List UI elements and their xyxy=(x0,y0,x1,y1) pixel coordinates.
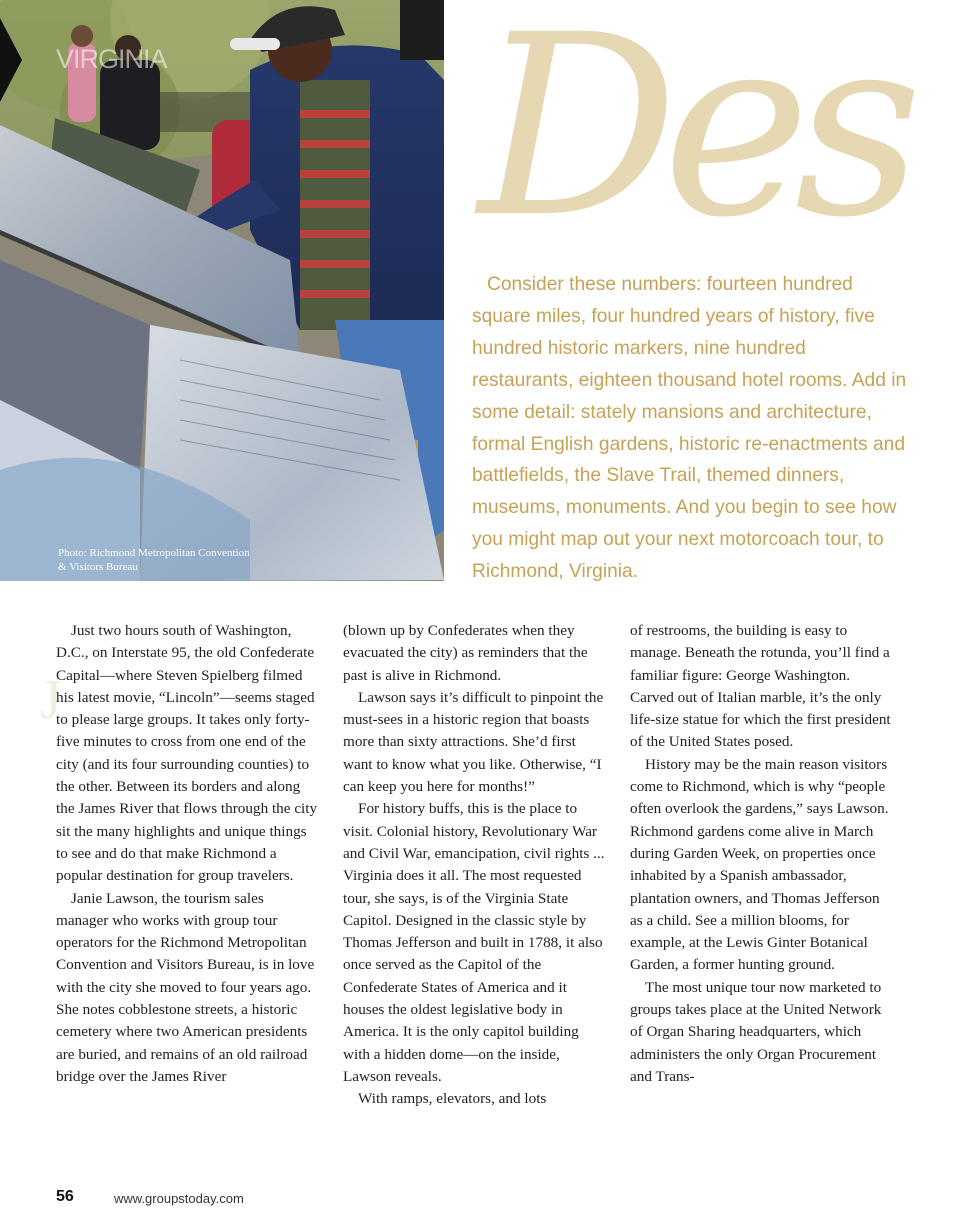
paragraph: of restrooms, the building is easy to manage. Beneath the rotunda, you’ll find a familiar figure: George Washington. Carved out of Italian marble, it’s the only life-size statue for which the first president of the United States posed. xyxy=(630,622,891,751)
section-tab-marker xyxy=(0,18,22,102)
intro-paragraph: Consider these numbers: fourteen hundred square miles, four hundred years of history, five hundred historic markers, nine hundred restaurants, eighteen thousand hotel rooms. Add in some detail: stately mansions and architecture, formal English gardens, historic re-enactments and battlefields, the Slave Trail, themed dinners, museums, monuments. And you begin to see how you might map out your next motorcoach tour, to Richmond, Virginia. xyxy=(472,274,907,583)
body-column-1 xyxy=(56,620,318,1088)
paragraph: History may be the main reason visitors come to Richmond, which is why “people often overlook the gardens,” says Lawson. Richmond gardens come alive in March during Garden Week, on properties once inhabited by a Spanish ambassador, plantation owners, and Thomas Jefferson as a child. See a million blooms, for example, at the Lewis Ginter Botanical Garden, a former hunting ground. xyxy=(630,755,889,974)
body-column-3 xyxy=(630,620,892,1088)
paragraph: Janie Lawson, the tourism sales manager who works with group tour operators for the Richmond Metropolitan Convention and Visitors Bureau, is in love with the city she moved to four years ago. She notes cobblestone streets, a historic cemetery where two American presidents are buried, and remains of an old railroad bridge over the James River xyxy=(56,889,315,1085)
hero-photo xyxy=(0,0,444,581)
paragraph: With ramps, elevators, and lots xyxy=(358,1090,547,1108)
section-label: VIRGINIA xyxy=(56,44,167,74)
body-column-2 xyxy=(343,620,605,1111)
decorative-title: Des xyxy=(478,0,907,272)
paragraph: Just two hours south of Washington, D.C., on Interstate 95, the old Confederate Capital—where Steven Spielberg filmed his latest movie, “Lincoln”—seems staged to please large groups. It takes only forty-five minutes to cross from one end of the city (and its four surrounding counties) to the other. Between its borders and along the James River that flows through the city sit the many highlights and unique things to see and do that make Richmond a popular destination for group travelers. xyxy=(56,622,318,885)
paragraph: (blown up by Confederates when they evacuated the city) as reminders that the past is alive in Richmond. xyxy=(343,622,588,684)
paragraph: Lawson says it’s difficult to pinpoint the must-sees in a historic region that boasts more than sixty attractions. She’d first want to know what you like. Otherwise, “I can keep you here for months!” xyxy=(343,688,604,796)
photo-illustration xyxy=(0,0,444,581)
footer-url[interactable]: www.groupstoday.com xyxy=(114,1191,244,1206)
paragraph: For history buffs, this is the place to visit. Colonial history, Revolutionary War and Civil War, emancipation, civil rights ... Virginia does it all. The most requested tour, she says, is of the Virginia State Capitol. Designed in the classic style by Thomas Jefferson and built in 1788, it also once served as the Capitol of the Confederate States of America and it houses the oldest legislative body in America. It is the only capitol building with a hidden dome—on the inside, Lawson reveals. xyxy=(343,800,605,1085)
paragraph: The most unique tour now marketed to groups takes place at the United Network of Organ Sharing headquarters, which administers the only Organ Procurement and Trans- xyxy=(630,978,882,1085)
photo-credit: Photo: Richmond Metropolitan Convention & Visitors Bureau xyxy=(58,547,250,573)
page-number: 56 xyxy=(56,1188,74,1205)
drop-cap-ghost: J xyxy=(40,669,62,731)
